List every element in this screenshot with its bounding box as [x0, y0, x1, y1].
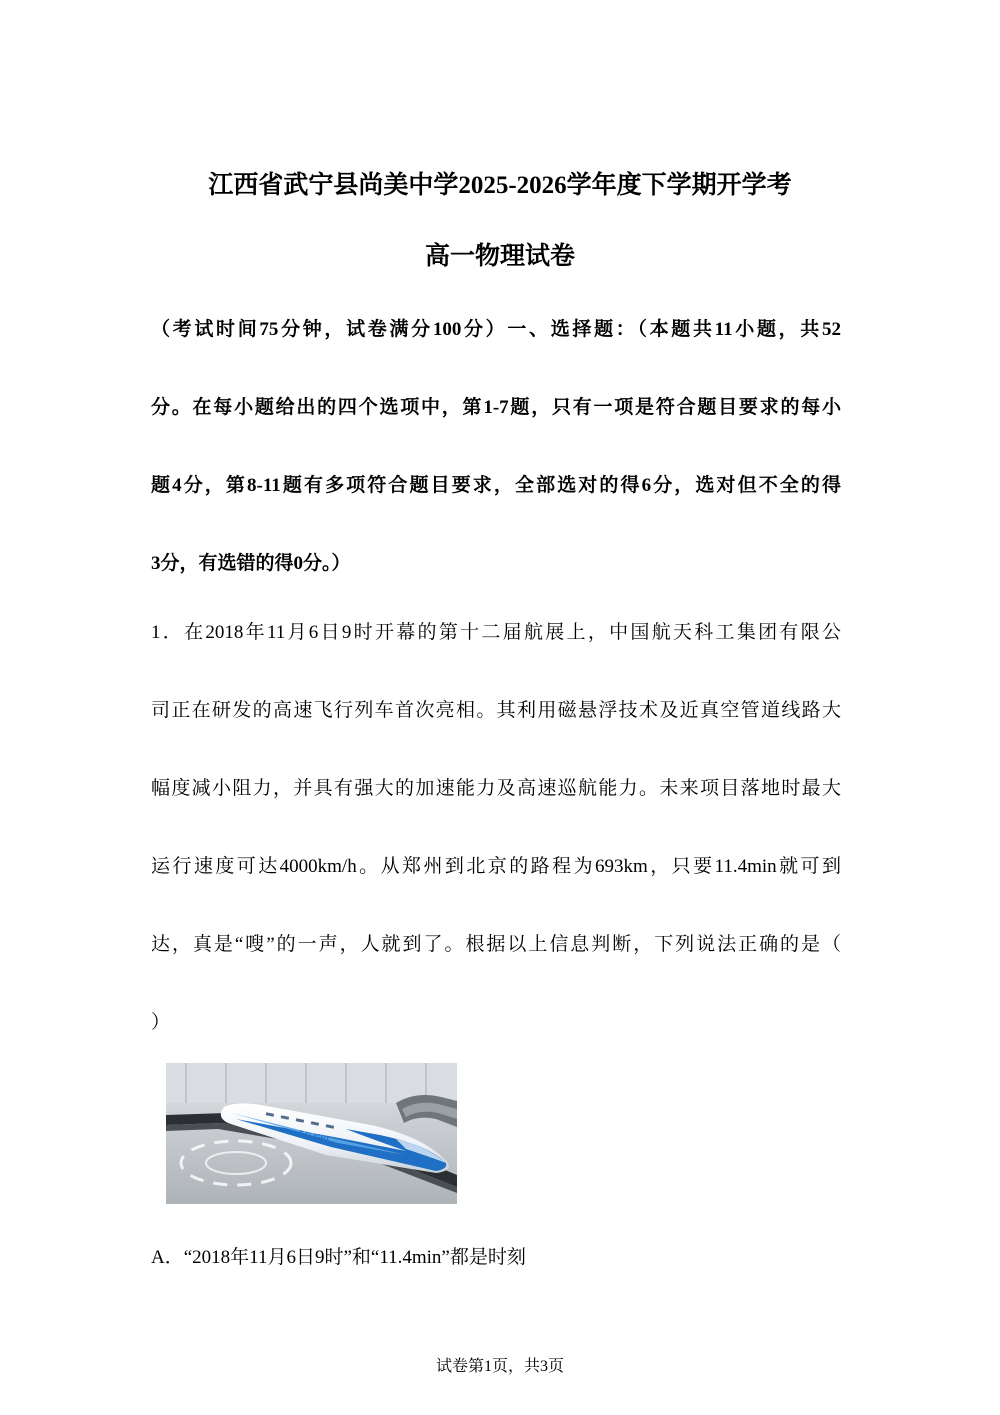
- page-title: 江西省武宁县尚美中学2025-2026学年度下学期开学考: [208, 172, 792, 199]
- instructions-line: 题4分，第8-11题有多项符合题目要求，全部选对的得6分，选对但不全的得: [151, 475, 841, 496]
- question-text-line: 幅度减小阻力，并具有强大的加速能力及高速巡航能力。未来项目落地时最大: [151, 778, 841, 799]
- maglev-train-image: [166, 1063, 457, 1204]
- question-text-line: 1．在2018年11月6日9时开幕的第十二届航展上，中国航天科工集团有限公: [151, 622, 841, 643]
- exam-subtitle: 高一物理试卷: [424, 243, 575, 270]
- question-text-line: 达，真是“嗖”的一声，人就到了。根据以上信息判断，下列说法正确的是（: [151, 934, 841, 955]
- option-a: A．“2018年11月6日9时”和“11.4min”都是时刻: [151, 1247, 526, 1268]
- page-footer: 试卷第1页，共3页: [435, 1358, 564, 1375]
- question-text-line: 司正在研发的高速飞行列车首次亮相。其利用磁悬浮技术及近真空管道线路大: [151, 700, 841, 721]
- instructions-line: 分。在每小题给出的四个选项中，第1-7题，只有一项是符合题目要求的每小: [151, 397, 841, 418]
- train-logo-text: T-FLIGHT: [297, 1130, 330, 1144]
- question-text-line: 运行速度可达4000km/h。从郑州到北京的路程为693km，只要11.4min就可到: [151, 856, 841, 877]
- question-text-line: ）: [151, 1012, 171, 1033]
- instructions-line: （考试时间75分钟，试卷满分100分）一、选择题：（本题共11小题，共52: [151, 319, 841, 340]
- instructions-line: 3分，有选错的得0分。）: [151, 553, 351, 574]
